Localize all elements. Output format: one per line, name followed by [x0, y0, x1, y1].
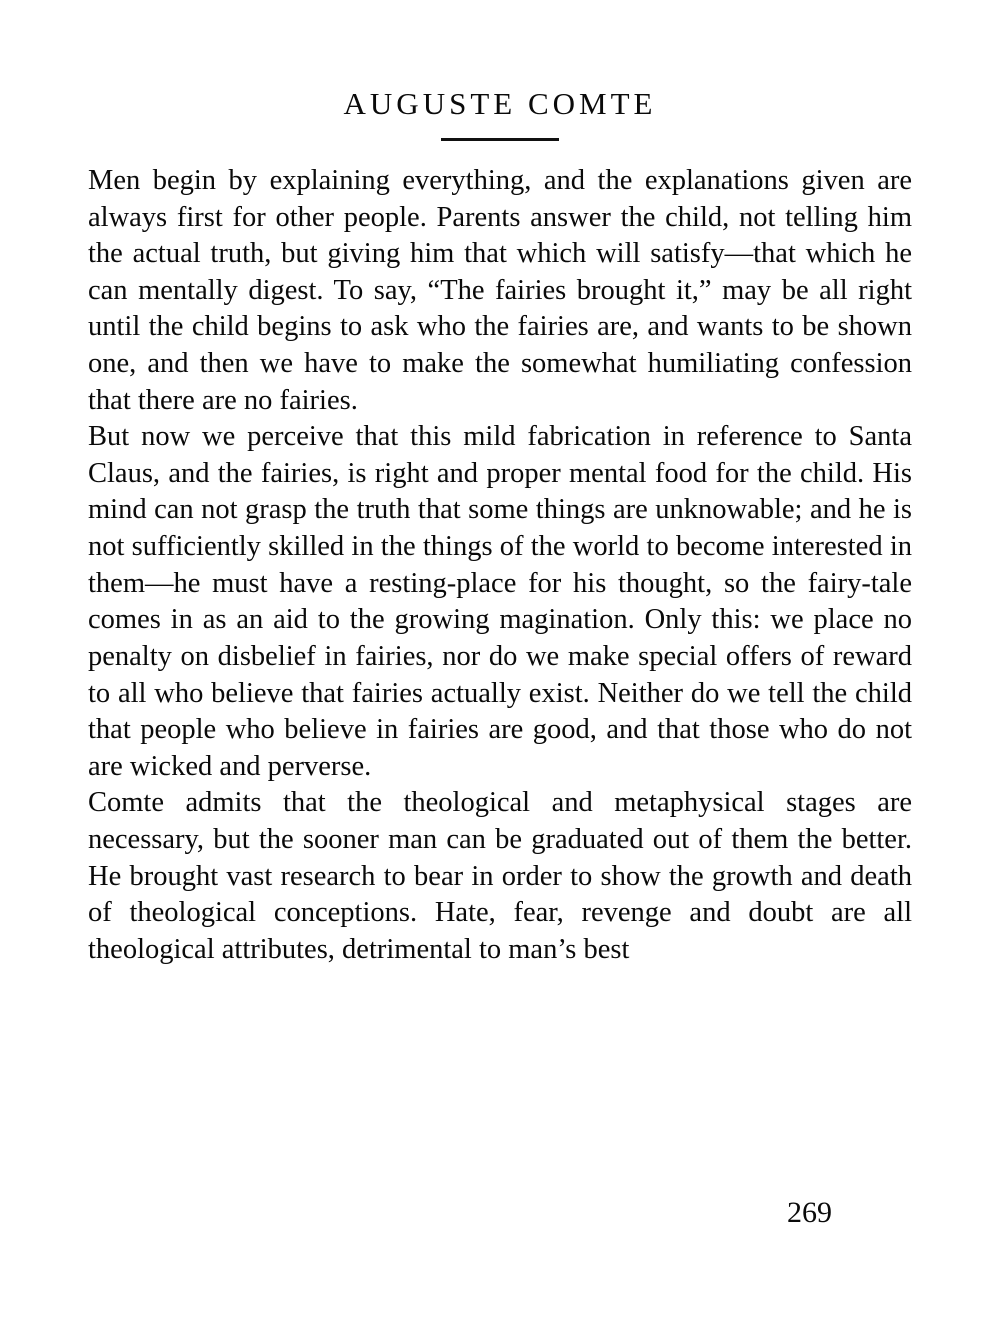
header-divider: [441, 138, 559, 141]
page-number: 269: [787, 1196, 832, 1229]
paragraph: Comte admits that the theological and metaphysical stages are necessary, but the sooner man can be graduated out of them the better. He brought vast research to bear in order to show the growth and death of theological conceptions. Hate, fear, revenge and doubt are all theological attributes, detrimental to man’s best: [88, 787, 912, 965]
paragraph: But now we perceive that this mild fabrication in reference to Santa Claus, and the fairies, is right and proper mental food for the child. His mind can not grasp the truth that some things are unknowable; and he is not sufficiently skilled in the things of the world to become interested in them—he must have a resting-place for his thought, so the fairy-tale comes in as an aid to the growing magination. Only this: we place no penalty on disbelief in fairies, nor do we make special offers of reward to all who believe that fairies actually exist. Neither do we tell the child that people who believe in fairies are good, and that those who do not are wicked and perverse.: [88, 421, 912, 782]
page-title: AUGUSTE COMTE: [343, 86, 657, 121]
paragraph: Men begin by explaining everything, and the explanations given are always first for other people. Parents answer the child, not telling him the actual truth, but giving him that which will satisfy—that which he can mentally digest. To say, “The fairies brought it,” may be all right until the child begins to ask who the fairies are, and wants to be shown one, and then we have to make the somewhat humiliating confession that there are no fairies.: [88, 165, 912, 416]
body-text: [88, 163, 912, 968]
